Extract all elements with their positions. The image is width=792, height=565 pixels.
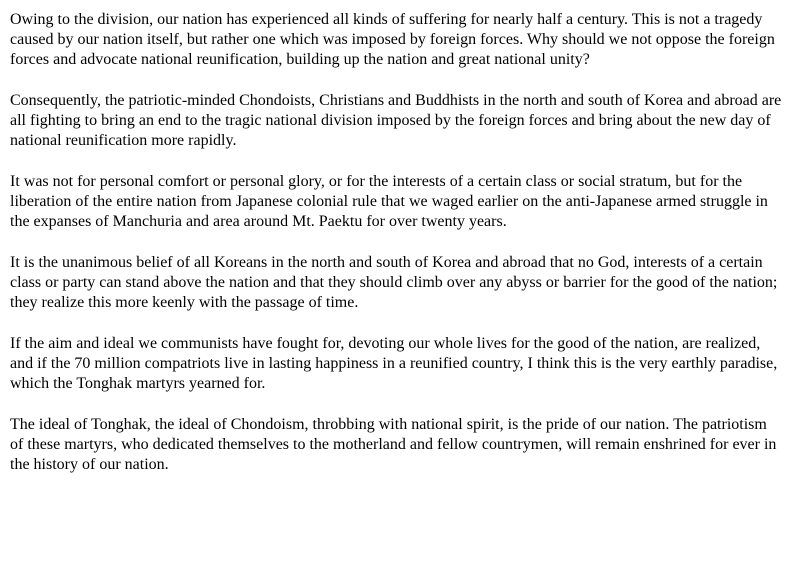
paragraph-1: Owing to the division, our nation has experienced all kinds of suffering for nearly half a century. This is not a tragedy caused by our nation itself, but rather one which was imposed by foreign forces. Why should we not oppose the foreign forces and advocate national reunification, building up the nation and great national unity? — [10, 11, 775, 68]
paragraph-5: If the aim and ideal we communists have fought for, devoting our whole lives for the good of the nation, are realized, and if the 70 million compatriots live in lasting happiness in a reunified country, I think this is the very earthly paradise, which the Tonghak martyrs yearned for. — [10, 335, 778, 392]
paragraph-6: The ideal of Tonghak, the ideal of Chondoism, throbbing with national spirit, is the pride of our nation. The patriotism of these martyrs, who dedicated themselves to the motherland and fellow countrymen, will remain enshrined for ever in the history of our nation. — [10, 416, 777, 473]
paragraph-4: It is the unanimous belief of all Koreans in the north and south of Korea and abroad that no God, interests of a certain class or party can stand above the nation and that they should climb over any abyss or barrier for the good of the nation; they realize this more keenly with the passage of time. — [10, 254, 778, 311]
paragraph-2: Consequently, the patriotic-minded Chondoists, Christians and Buddhists in the north and south of Korea and abroad are all fighting to bring an end to the tragic national division imposed by the foreign forces and bring about the new day of national reunification more rapidly. — [10, 92, 782, 149]
paragraph-3: It was not for personal comfort or personal glory, or for the interests of a certain class or social stratum, but for the liberation of the entire nation from Japanese colonial rule that we waged earlier on the anti-Japanese armed struggle in the expanses of Manchuria and area around Mt. Paektu for over twenty years. — [10, 173, 768, 230]
